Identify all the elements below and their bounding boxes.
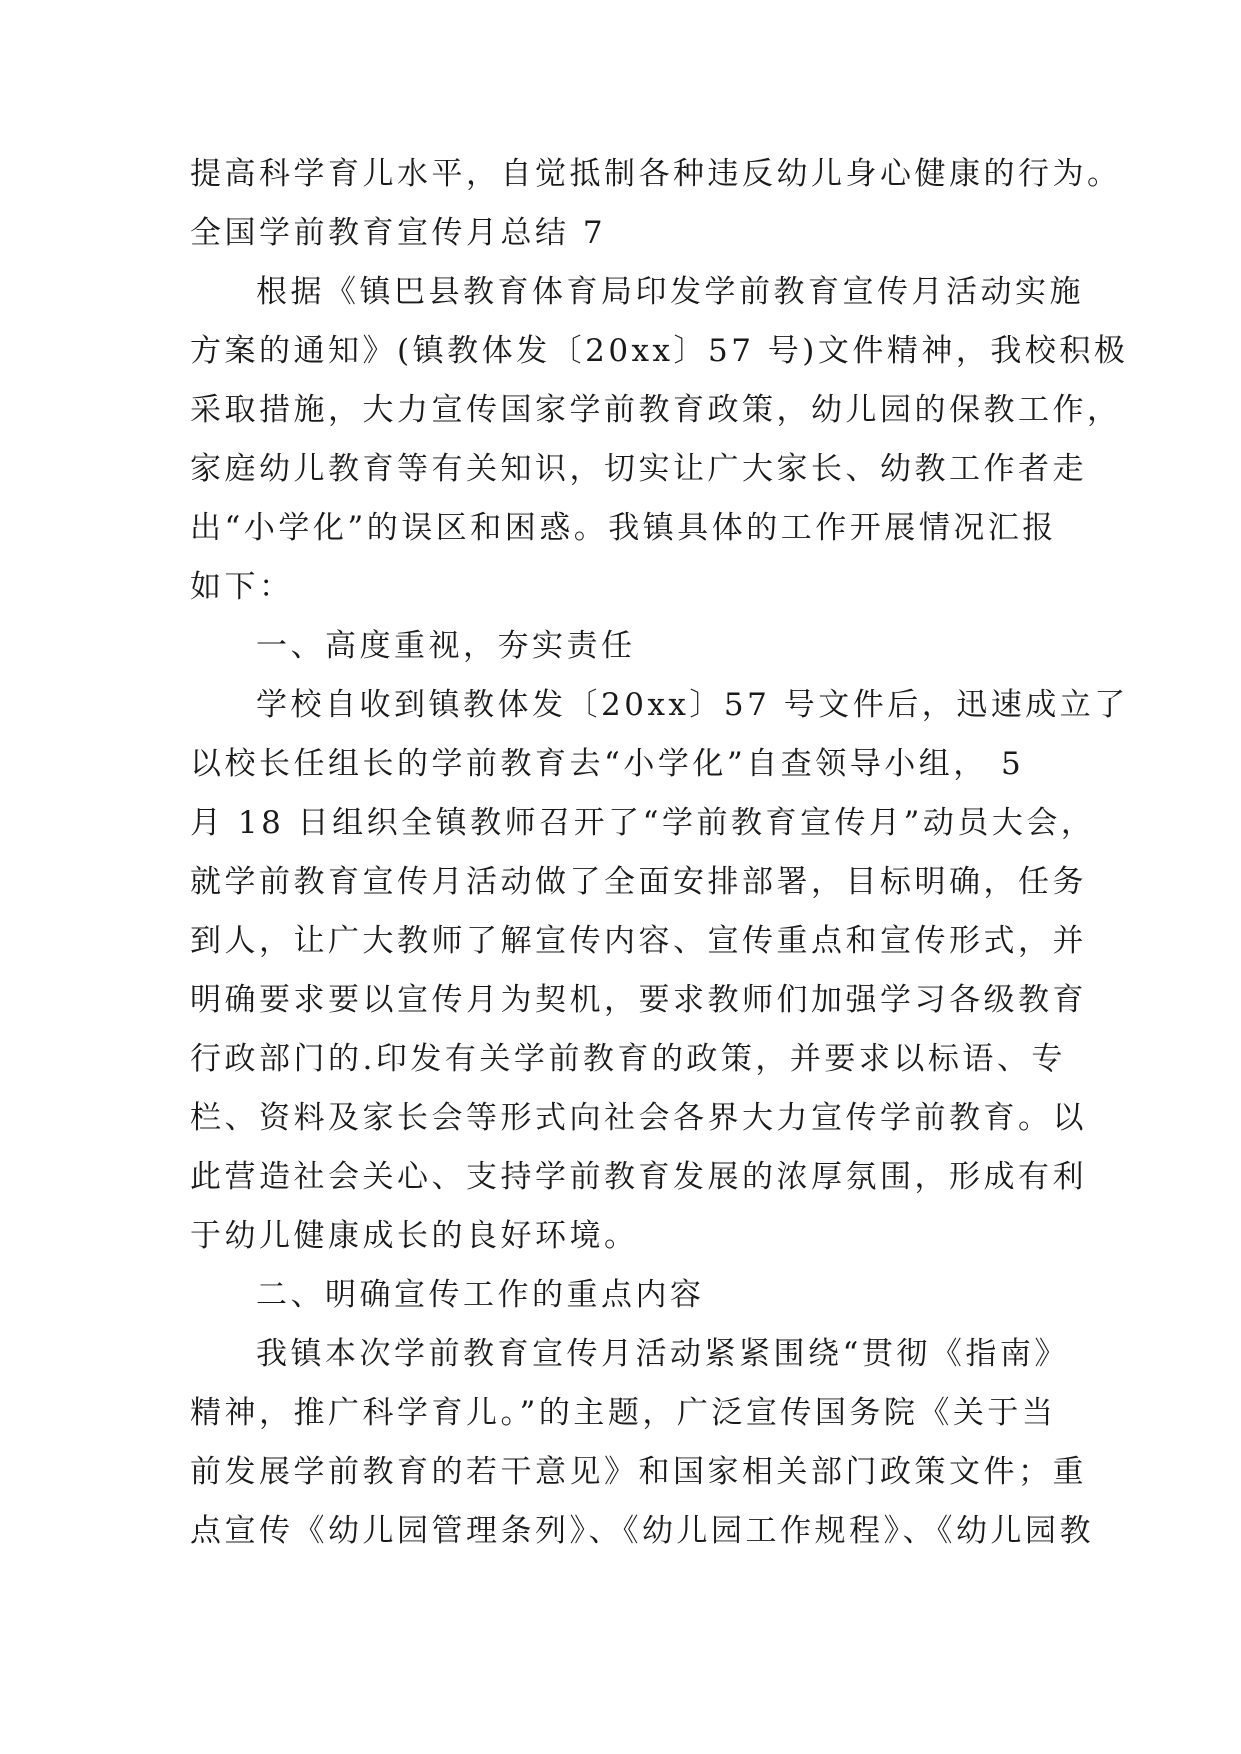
heading-two: 二、明确宣传工作的重点内容 <box>256 1277 705 1313</box>
paragraph-line: 于幼儿健康成长的良好环境。 <box>190 1218 639 1254</box>
paragraph-line: 就学前教育宣传月活动做了全面安排部署，目标明确，任务 <box>190 864 1087 900</box>
paragraph-line: 如下： <box>190 569 294 605</box>
paragraph-line: 出“小学化”的误区和困惑。我镇具体的工作开展情况汇报 <box>190 510 1057 546</box>
heading-one: 一、高度重视，夯实责任 <box>256 628 636 664</box>
section-title: 全国学前教育宣传月总结 7 <box>190 215 607 251</box>
paragraph-line: 行政部门的.印发有关学前教育的政策，并要求以标语、专 <box>190 1041 1066 1077</box>
paragraph-line: 此营造社会关心、支持学前教育发展的浓厚氛围，形成有利 <box>190 1159 1087 1195</box>
paragraph-line: 月 18 日组织全镇教师召开了“学前教育宣传月”动员大会， <box>190 805 1096 841</box>
paragraph-line: 方案的通知》(镇教体发〔20xx〕57 号)文件精神，我校积极 <box>190 333 1129 369</box>
document-body <box>190 145 1129 1561</box>
paragraph-line: 明确要求要以宣传月为契机，要求教师们加强学习各级教育 <box>190 982 1087 1018</box>
paragraph-line: 前发展学前教育的若干意见》和国家相关部门政策文件；重 <box>190 1454 1087 1490</box>
paragraph-line: 精神，推广科学育儿。”的主题，广泛宣传国务院《关于当 <box>190 1395 1057 1431</box>
paragraph-line: 栏、资料及家长会等形式向社会各界大力宣传学前教育。以 <box>190 1100 1087 1136</box>
paragraph-line: 点宣传《幼儿园管理条列》、《幼儿园工作规程》、《幼儿园教 <box>190 1513 1094 1549</box>
paragraph-line: 采取措施，大力宣传国家学前教育政策，幼儿园的保教工作， <box>190 392 1122 428</box>
paragraph-line: 家庭幼儿教育等有关知识，切实让广大家长、幼教工作者走 <box>190 451 1087 487</box>
paragraph-line: 到人，让广大教师了解宣传内容、宣传重点和宣传形式，并 <box>190 923 1087 959</box>
paragraph-line: 我镇本次学前教育宣传月活动紧紧围绕“贯彻《指南》 <box>256 1336 1069 1372</box>
paragraph-line: 根据《镇巴县教育体育局印发学前教育宣传月活动实施 <box>256 274 1084 310</box>
paragraph-line: 学校自收到镇教体发〔20xx〕57 号文件后，迅速成立了 <box>256 687 1129 723</box>
paragraph-line: 以校长任组长的学前教育去“小学化”自查领导小组， 5 <box>190 746 1025 782</box>
text-line: 提高科学育儿水平，自觉抵制各种违反幼儿身心健康的行为。 <box>190 156 1122 192</box>
